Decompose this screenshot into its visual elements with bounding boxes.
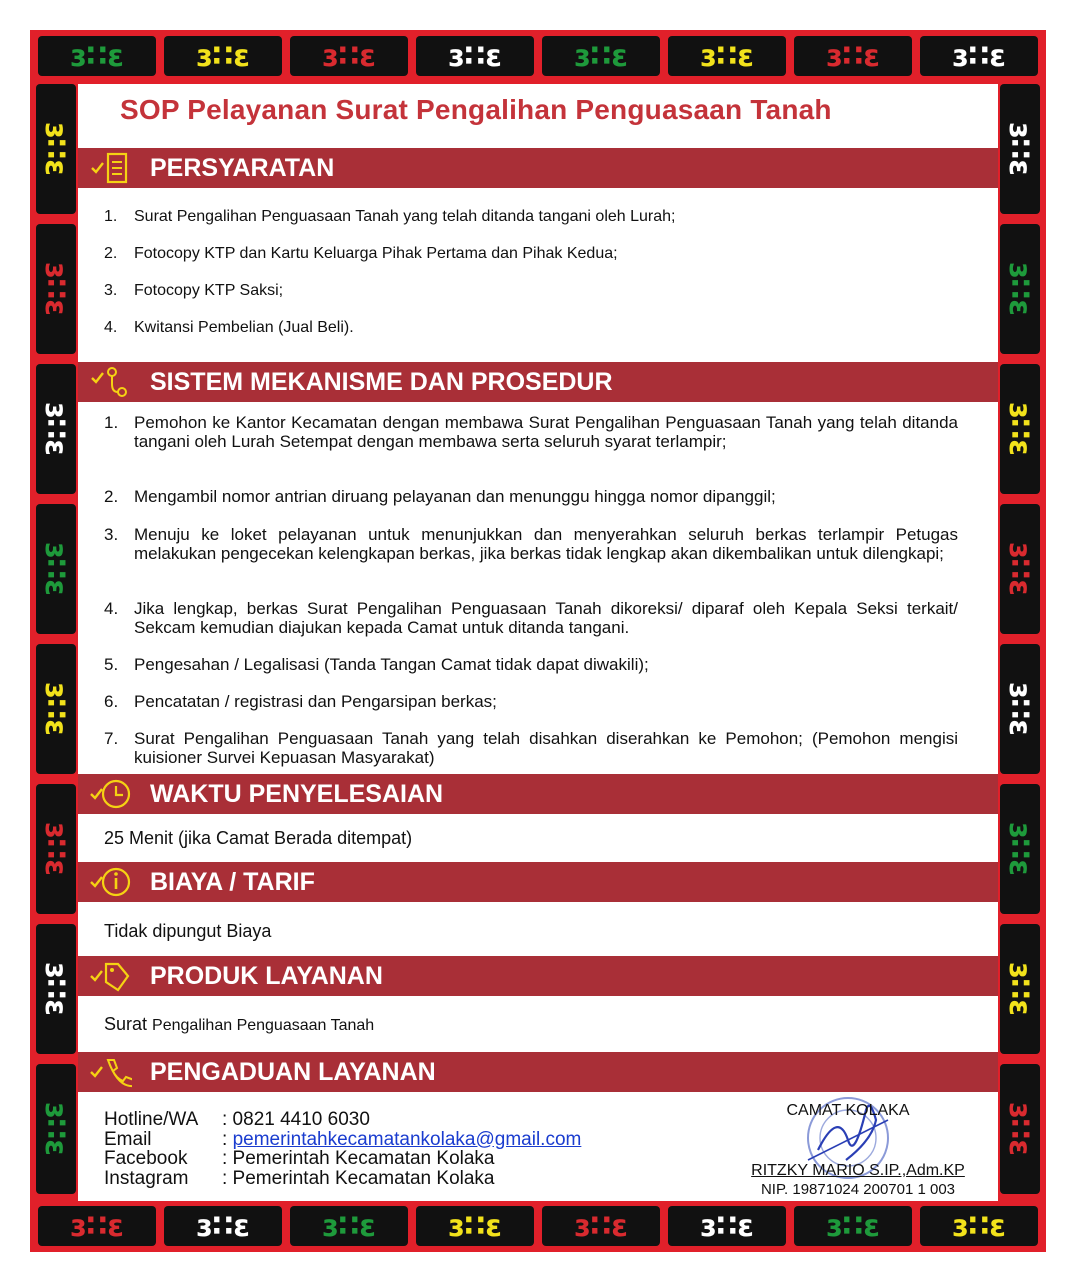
border-glyph: ɜ∷ɛ <box>196 39 250 74</box>
border-glyph: ɜ∷ɛ <box>1002 402 1037 456</box>
email-link[interactable]: pemerintahkecamatankolaka@gmail.com <box>232 1128 582 1150</box>
border-glyph: ɜ∷ɛ <box>38 262 73 316</box>
contact-row-email: Email : pemerintahkecamatankolaka@gmail.com <box>104 1128 582 1150</box>
border-glyph: ɜ∷ɛ <box>1002 962 1037 1016</box>
border-glyph: ɜ∷ɛ <box>70 1209 124 1244</box>
section-title: SISTEM MEKANISME DAN PROSEDUR <box>150 368 613 396</box>
tag-icon <box>88 958 132 994</box>
border-glyph: ɜ∷ɛ <box>1002 1102 1037 1156</box>
border-glyph: ɜ∷ɛ <box>38 402 73 456</box>
section-title: PENGADUAN LAYANAN <box>150 1058 436 1086</box>
product-text: Surat Pengalihan Penguasaan Tanah <box>104 1014 375 1034</box>
contact-row-hotline: Hotline/WA : 0821 4410 6030 <box>104 1109 370 1130</box>
section-title: WAKTU PENYELESAIAN <box>150 780 444 808</box>
section-header-waktu <box>78 774 998 814</box>
border-glyph: ɜ∷ɛ <box>38 962 73 1016</box>
signatory-position: CAMAT KOLAKA <box>786 1102 910 1119</box>
border-glyph: ɜ∷ɛ <box>826 39 880 74</box>
border-glyph: ɜ∷ɛ <box>38 542 73 596</box>
border-glyph: ɜ∷ɛ <box>70 39 124 74</box>
contact-block <box>104 1110 581 1188</box>
border-glyph: ɜ∷ɛ <box>700 39 754 74</box>
border-glyph: ɜ∷ɛ <box>38 122 73 176</box>
border-glyph: ɜ∷ɛ <box>38 682 73 736</box>
section-header-persyaratan <box>78 148 998 188</box>
info-icon <box>88 864 132 900</box>
phone-icon <box>88 1054 132 1090</box>
document-list-icon <box>88 150 132 186</box>
border-glyph: ɜ∷ɛ <box>952 39 1006 74</box>
border-glyph: ɜ∷ɛ <box>38 822 73 876</box>
border-glyph: ɜ∷ɛ <box>952 1209 1006 1244</box>
section-header-pengaduan <box>78 1052 998 1092</box>
border-glyph: ɜ∷ɛ <box>448 39 502 74</box>
signatory-nip: NIP. 19871024 200701 1 003 <box>760 1181 956 1198</box>
border-glyph: ɜ∷ɛ <box>322 1209 376 1244</box>
contact-row-facebook: Facebook : Pemerintah Kecamatan Kolaka <box>104 1148 495 1169</box>
completion-time: 25 Menit (jika Camat Berada ditempat) <box>104 828 413 848</box>
border-glyph: ɜ∷ɛ <box>574 39 628 74</box>
border-glyph: ɜ∷ɛ <box>448 1209 502 1244</box>
border-glyph: ɜ∷ɛ <box>826 1209 880 1244</box>
border-glyph: ɜ∷ɛ <box>1002 682 1037 736</box>
sop-panel: SOP Pelayanan Surat Pengalihan Penguasaan Tanah PERSYARATAN 1. Surat Pengalihan Penguasaan Tanah yang telah ditanda tangani oleh Lurah; 2. Fotocopy KTP dan Kartu Keluarga Pihak Pertama dan Pihak Kedua; 3. Fotocopy KTP Saksi; 4. Kwitansi Pembelian (Jual Beli). SISTEM MEKANISME DAN PROSEDUR 1. Pemohon ke Kantor Kecamatan dengan membawa Surat Pengalihan Penguasaan Tanah yang telah ditanda tangani oleh Lurah Setempat dengan membawa serta seluruh syarat terlampir; 2. Mengambil nomor antrian diruang pelayanan dan menunggu hingga nomor dipanggil; 3. Menuju ke loket pelayanan untuk menunjukkan dan menyerahkan seluruh berkas terlampir Petugas melakukan pengecekan kelengkapan berkas, jika berkas tidak lengkap akan dikembalikan untuk dilengkapi; 4. Jika lengkap, berkas Surat Pengalihan Penguasaan Tanah dikoreksi/ diparaf oleh Kepala Seksi terkait/ Sekcam kemudian diajukan kepada Camat untuk ditanda tangani. 5. Pengesahan / Legalisasi (Tanda Tangan Camat tidak dapat diwakili); 6. Pencatatan / registrasi dan Pengarsipan berkas; 7. Surat Pengalihan Penguasaan Tanah yang telah disahkan diserahkan ke Pemohon; (Pemohon mengisi kuisioner Survei Kepuasan Masyarakat) WAKTU PENYELESAIAN 25 Menit (jika Camat Berada ditempat) BIAYA / TARIF Tidak dipungut Biaya PRODUK LAYANAN Surat Pengalihan Penguasaan Tanah PENGADUAN LAYANAN Hotline/WA : 0821 4410 6030 Email : pemerintahkecamatankolaka@gmail.com Facebook : Pemerintah Kecamatan Kolaka Instagram : Pemerintah Kecamatan Kolaka CAMAT KOLAKA RITZKY MARIO S.IP.,Adm.KP NIP. 19871024 200701 1 003 <box>78 84 998 1201</box>
section-header-biaya <box>78 862 998 902</box>
border-glyph: ɜ∷ɛ <box>38 1102 73 1156</box>
border-glyph: ɜ∷ɛ <box>1002 822 1037 876</box>
border-glyph: ɜ∷ɛ <box>1002 262 1037 316</box>
border-glyph: ɜ∷ɛ <box>1002 122 1037 176</box>
border-glyph: ɜ∷ɛ <box>1002 542 1037 596</box>
flow-route-icon <box>88 364 132 400</box>
section-header-prosedur <box>78 362 998 402</box>
section-title: BIAYA / TARIF <box>150 868 315 896</box>
border-glyph: ɜ∷ɛ <box>574 1209 628 1244</box>
section-header-produk <box>78 956 998 996</box>
page-title: SOP Pelayanan Surat Pengalihan Penguasaan Tanah <box>120 94 832 125</box>
border-glyph: ɜ∷ɛ <box>700 1209 754 1244</box>
border-glyph: ɜ∷ɛ <box>196 1209 250 1244</box>
section-title: PERSYARATAN <box>150 154 335 182</box>
border-glyph: ɜ∷ɛ <box>322 39 376 74</box>
fee-text: Tidak dipungut Biaya <box>104 921 272 941</box>
clock-icon <box>88 776 132 812</box>
contact-row-instagram: Instagram : Pemerintah Kecamatan Kolaka <box>104 1167 495 1189</box>
signatory-name: RITZKY MARIO S.IP.,Adm.KP <box>751 1162 965 1179</box>
section-title: PRODUK LAYANAN <box>150 962 383 990</box>
